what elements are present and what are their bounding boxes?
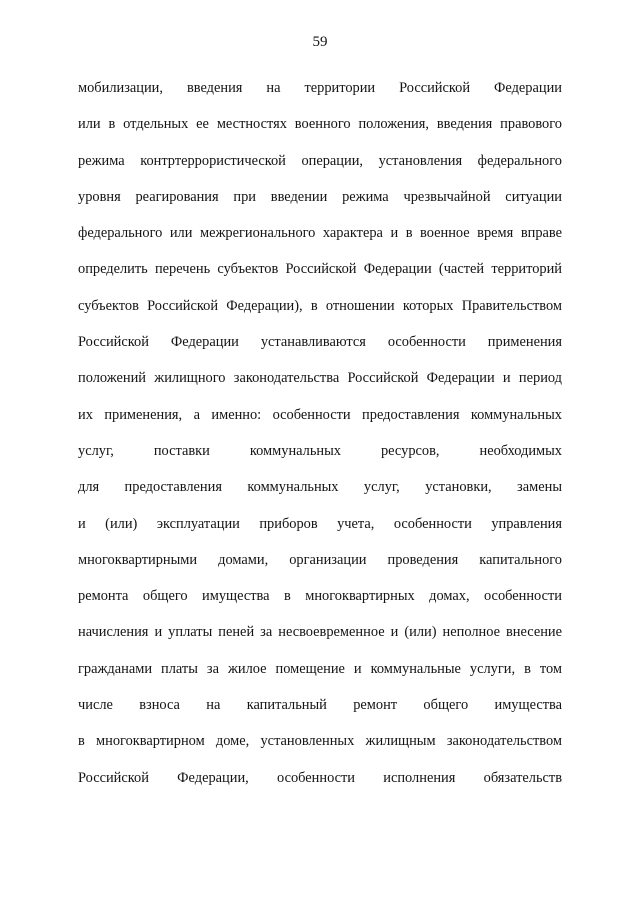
text-line: многоквартирными домами, организации проведения капитального: [78, 551, 562, 568]
page-number: 59: [312, 34, 328, 50]
text-line: в многоквартирном доме, установленных жилищным законодательством: [78, 733, 562, 750]
text-line: федерального или межрегионального характера и в военное время вправе: [78, 225, 562, 242]
text-line: Российской Федерации устанавливаются особенности применения: [78, 334, 562, 351]
text-line: их применения, а именно: особенности предоставления коммунальных: [78, 406, 562, 423]
text-line: определить перечень субъектов Российской Федерации (частей территорий: [78, 261, 562, 278]
text-line: услуг, поставки коммунальных ресурсов, необходимых: [78, 442, 562, 459]
text-line: для предоставления коммунальных услуг, установки, замены: [78, 479, 562, 496]
text-line: или в отдельных ее местностях военного положения, введения правового: [78, 116, 562, 133]
text-line: режима контртеррористической операции, установления федерального: [78, 152, 562, 169]
text-line: числе взноса на капитальный ремонт общего имущества: [78, 697, 562, 714]
text-line: ремонта общего имущества в многоквартирных домах, особенности: [78, 588, 562, 605]
text-line: уровня реагирования при введении режима чрезвычайной ситуации: [78, 188, 562, 205]
text-line: положений жилищного законодательства Российской Федерации и период: [78, 370, 562, 387]
text-line: субъектов Российской Федерации), в отношении которых Правительством: [78, 297, 562, 314]
text-line: и (или) эксплуатации приборов учета, особенности управления: [78, 515, 562, 532]
text-line: Российской Федерации, особенности исполнения обязательств: [78, 769, 562, 786]
text-line: гражданами платы за жилое помещение и коммунальные услуги, в том: [78, 660, 562, 677]
text-line: начисления и уплаты пеней за несвоевременное и (или) неполное внесение: [78, 624, 562, 641]
text-line: мобилизации, введения на территории Российской Федерации: [78, 80, 562, 96]
body-paragraph: [78, 77, 562, 803]
